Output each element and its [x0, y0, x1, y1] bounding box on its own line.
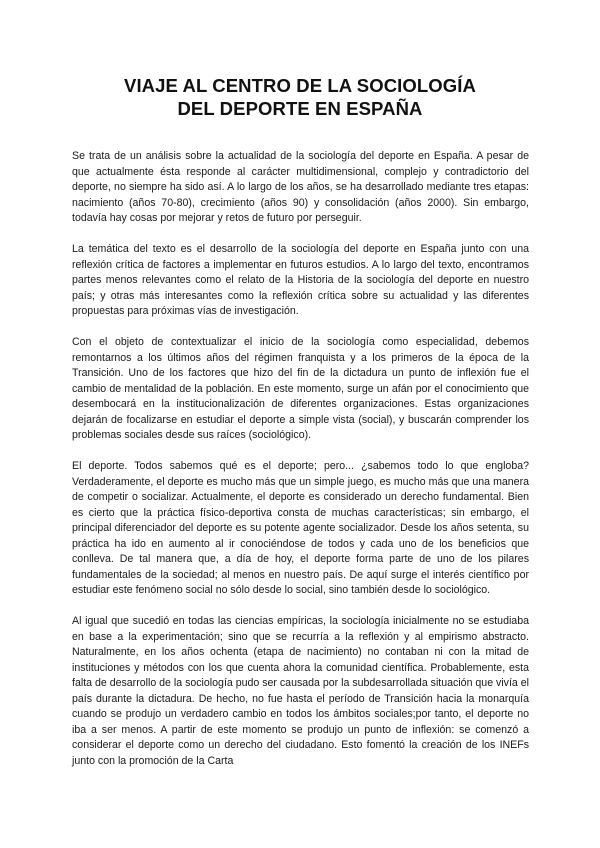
document-body: [72, 149, 529, 785]
paragraph: Con el objeto de contextualizar el inicio de la sociología como especialidad, debemos remontarnos a los últimos años del régimen franquista y a los primeros de la época de la Transición. Uno de los factores que hizo del fin de la dictadura un punto de inflexión fue el cambio de mentalidad de la población. En este momento, surge un afán por el conocimiento que desembocará en la institucionalización de diferentes organizaciones. Estas organizaciones dejarán de focalizarse en estudiar el deporte a simple vista (social), y buscarán comprender los problemas sociales desde sus raíces (sociológico).: [72, 336, 529, 441]
paragraph: Al igual que sucedió en todas las ciencias empíricas, la sociología inicialmente no se estudiaba en base a la experimentación; sino que se recurría a la reflexión y al empirismo abstracto. Naturalmente, en los años ochenta (etapa de nacimiento) no contaban ni con la mitad de instituciones y métodos con los que cuenta ahora la comunidad científica. Probablemente, esta falta de desarrollo de la sociología pudo ser causada por la subdesarrollada situación que vivía el país durante la dictadura. De hecho, no fue hasta el período de Transición hacia la monarquía cuando se produjo un verdadero cambio en todos los ámbitos sociales;por tanto, el deporte no iba a ser menos. A partir de este momento se produjo un punto de inflexión: se comenzó a considerar el deporte como un derecho del ciudadano. Esto fomentó la creación de los INEFs junto con la promoción de la Carta: [72, 615, 529, 767]
paragraph: El deporte. Todos sabemos qué es el deporte; pero... ¿sabemos todo lo que engloba? Verdaderamente, el deporte es mucho más que un simple juego, es mucho más que una manera de competir o socializar. Actualmente, el deporte es considerado un derecho fundamental. Bien es cierto que la práctica físico-deportiva consta de muchas características; sin embargo, el principal diferenciador del deporte es su potente agente socializador. Desde los años setenta, su práctica ha ido en aumento al ir conociéndose de todos y cada uno de los beneficios que conlleva. De tal manera que, a día de hoy, el deporte forma parte de uno de los pilares fundamentales de la sociedad; al menos en nuestro país. De aquí surge el interés científico por estudiar este fenómeno social no sólo desde lo social, sino también desde lo sociológico.: [72, 460, 529, 596]
paragraph: Se trata de un análisis sobre la actualidad de la sociología del deporte en España. A pesar de que actualmente ésta responde al carácter multidimensional, complejo y contradictorio del deporte, no siempre ha sido así. A lo largo de los años, se ha desarrollado mediante tres etapas: nacimiento (años 70-80), crecimiento (años 90) y consolidación (años 2000). Sin embargo, todavía hay cosas por mejorar y retos de futuro por perseguir.: [72, 150, 529, 224]
paragraph: La temática del texto es el desarrollo de la sociología del deporte en España junto con una reflexión crítica de factores a implementar en futuros estudios. A lo largo del texto, encontramos partes menos relevantes como el relato de la Historia de la sociología del deporte en nuestro país; y otras más interesantes como la reflexión crítica sobre su actualidad y las diferentes propuestas para próximas vías de investigación.: [72, 243, 529, 317]
page-title: [60, 74, 540, 120]
title-line-2: DEL DEPORTE EN ESPAÑA: [177, 98, 423, 119]
title-line-1: VIAJE AL CENTRO DE LA SOCIOLOGÍA: [124, 75, 476, 96]
